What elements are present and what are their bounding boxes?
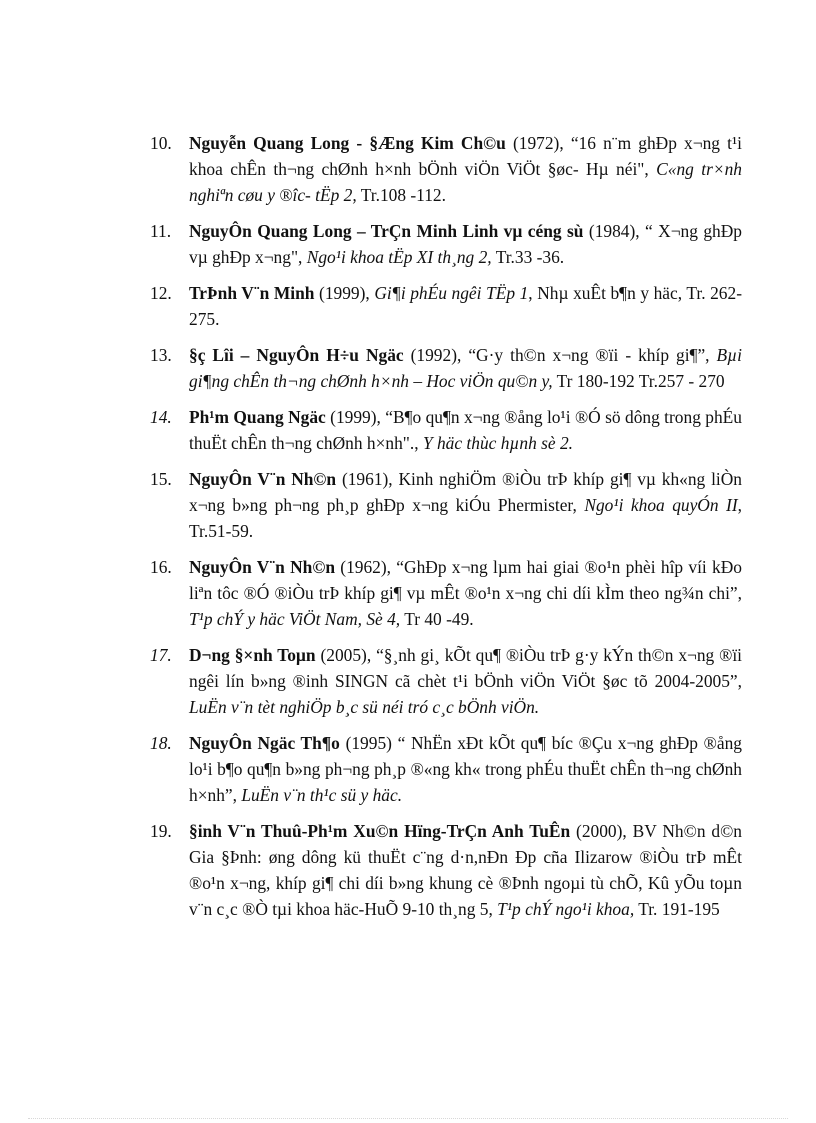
- reference-body: (1972), “16 n¨m ghÐp x¬ng t¹i khoa chÊn th¬ng chØnh h×nh bÖnh viÖn ViÖt §øc- Hµ néi",: [189, 133, 742, 179]
- reference-tail: Tr.33 -36.: [491, 247, 565, 267]
- reference-body: (2005), “§¸nh gi¸ kÕt qu¶ ®iÒu trÞ g·y kÝn th©n x¬ng ®ïi ngêi lín b»ng ®inh SINGN cã chèt t¹i bÖnh viÖn ViÖt §øc tõ 2004-2005”,: [189, 645, 742, 691]
- reference-item: [150, 730, 742, 808]
- reference-source: LuËn v¨n tèt nghiÖp b¸c sü néi tró c¸c bÖnh viÖn.: [189, 697, 540, 717]
- reference-source: Ngo¹i khoa tËp XI th¸ng 2,: [306, 247, 492, 267]
- reference-item: [150, 554, 742, 632]
- reference-list: [150, 130, 742, 932]
- reference-body: (1962), “GhÐp x¬ng lµm hai giai ®o¹n phèi hîp víi kÐo liªn tôc ®Ó ®iÒu trÞ khíp gi¶ vµ mÊt ®o¹n x¬ng chi díi kÌm theo ng¾n chi”,: [189, 557, 742, 603]
- reference-tail: Tr 40 -49.: [400, 609, 474, 629]
- reference-body: (1984), “ X¬ng ghÐp vµ ghÐp x¬ng",: [189, 221, 742, 267]
- reference-body: (1995) “ NhËn xÐt kÕt qu¶ bíc ®Çu x¬ng ghÐp ®ång lo¹i b¶o qu¶n b»ng ph¬ng ph¸p ®«ng kh« trong phÉu thuËt chÊn th¬ng chØnh h×nh”,: [189, 733, 742, 805]
- reference-source: C«ng tr×nh nghiªn cøu y ®îc- tËp 2,: [189, 159, 742, 205]
- reference-authors: NguyÔn V¨n Nh©n: [189, 557, 335, 577]
- reference-item: [150, 818, 742, 922]
- reference-number: 16.: [150, 557, 172, 577]
- reference-number: 10.: [150, 133, 172, 153]
- reference-number: 14.: [150, 407, 172, 427]
- reference-source: Y häc thùc hµnh sè 2.: [422, 433, 574, 453]
- reference-number: 19.: [150, 821, 172, 841]
- reference-body: (1999),: [314, 283, 375, 303]
- reference-authors: NguyÔn V¨n Nh©n: [189, 469, 337, 489]
- reference-tail: , Tr.51-59.: [189, 495, 742, 541]
- reference-number: 12.: [150, 283, 172, 303]
- reference-authors: Ph¹m Quang Ngäc: [189, 407, 326, 427]
- reference-item: [150, 280, 742, 332]
- reference-body: (1961), Kinh nghiÖm ®iÒu trÞ khíp gi¶ vµ kh«ng liÒn x¬ng b»ng ph¬ng ph¸p ghÐp x¬ng kiÓu Phermister,: [189, 469, 742, 515]
- reference-authors: §ç Lîi – NguyÔn H÷u Ngäc: [189, 345, 404, 365]
- reference-number: 13.: [150, 345, 172, 365]
- reference-tail: Tr. 191-195: [634, 899, 720, 919]
- reference-item: [150, 404, 742, 456]
- reference-number: 18.: [150, 733, 172, 753]
- reference-source: Ngo¹i khoa quyÓn II: [584, 495, 738, 515]
- reference-tail: Tr 180-192 Tr.257 - 270: [552, 371, 725, 391]
- footer-divider: [28, 1118, 788, 1119]
- reference-source: Bµi gi¶ng chÊn th¬ng chØnh h×nh – Hoc viÖn qu©n y,: [189, 345, 742, 391]
- reference-body: (1992), “G·y th©n x¬ng ®ïi - khíp gi¶”,: [403, 345, 717, 365]
- reference-source: T¹p chÝ ngo¹i khoa,: [497, 899, 635, 919]
- reference-item: [150, 218, 742, 270]
- reference-authors: D¬ng §×nh Toµn: [189, 645, 316, 665]
- reference-authors: Nguyễn Quang Long - §Æng Kim Ch©u: [189, 133, 506, 153]
- reference-body: (1999), “B¶o qu¶n x¬ng ®ång lo¹i ®Ó sö dông trong phÉu thuËt chÊn th¬ng chØnh h×nh".,: [189, 407, 743, 453]
- reference-body: (2000), BV Nh©n d©n Gia §Þnh: øng dông kü thuËt c¨ng d·n,nÐn Ðp cña Ilizarow ®iÒu trÞ mÊt ®o¹n x¬ng, khíp gi¶ chi díi b»ng khung cè ®Þnh ngoµi tù chÕ, Kû yÕu toµn v¨n c¸c ®Ò tµi khoa häc-HuÕ 9-10 th¸ng 5,: [189, 821, 742, 919]
- reference-authors: NguyÔn Ngäc Th¶o: [189, 733, 340, 753]
- reference-item: [150, 342, 742, 394]
- reference-authors: TrÞnh V¨n Minh: [189, 283, 315, 303]
- reference-source: T¹p chÝ y häc ViÖt Nam, Sè 4,: [189, 609, 401, 629]
- reference-tail: , Nhµ xuÊt b¶n y häc, Tr. 262-275.: [189, 283, 742, 329]
- reference-number: 15.: [150, 469, 172, 489]
- reference-number: 11.: [150, 221, 172, 241]
- reference-item: [150, 466, 742, 544]
- reference-item: [150, 130, 742, 208]
- reference-number: 17.: [150, 645, 172, 665]
- reference-source: LuËn v¨n th¹c sü y häc.: [241, 785, 403, 805]
- reference-tail: Tr.108 -112.: [356, 185, 446, 205]
- reference-authors: NguyÔn Quang Long – TrÇn Minh Linh vµ céng sù: [189, 221, 584, 241]
- reference-source: Gi¶i phÉu ngêi TËp 1: [374, 283, 529, 303]
- reference-item: [150, 642, 742, 720]
- reference-authors: §inh V¨n Thuû-Ph¹m Xu©n Hïng-TrÇn Anh TuÊn: [189, 821, 571, 841]
